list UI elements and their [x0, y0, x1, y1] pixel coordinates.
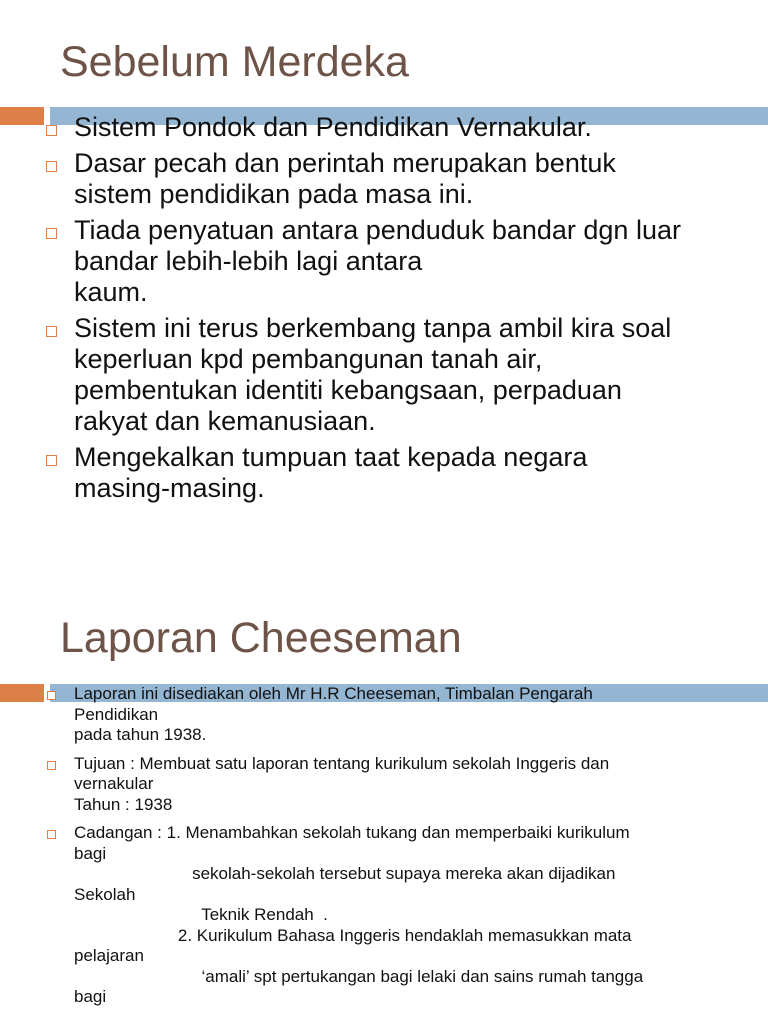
square-bullet-icon: [46, 455, 57, 466]
item-line: pelajaran: [74, 946, 144, 965]
slide-laporan-cheeseman: [0, 590, 768, 1024]
item-line: ‘amali’ spt pertukangan bagi lelaki dan sains rumah tangga: [74, 966, 644, 986]
item-line: Tahun : 1938: [74, 794, 173, 814]
square-bullet-icon: [46, 161, 57, 172]
slide-title: Laporan Cheeseman: [60, 614, 462, 662]
item-line: bagi: [74, 843, 107, 863]
item-line: bagi: [74, 987, 107, 1006]
item-line: sekolah-sekolah tersebut supaya mereka akan dijadikan: [74, 864, 616, 883]
item-line: Tujuan : Membuat satu laporan tentang kurikulum sekolah Inggeris dan: [74, 753, 610, 773]
list-item: [0, 754, 768, 816]
item-line: pada tahun 1938.: [74, 725, 207, 744]
square-bullet-icon: [46, 326, 57, 337]
list-item: [0, 442, 768, 504]
bullet-list: [0, 684, 768, 1016]
square-bullet-icon: [47, 761, 56, 770]
list-item: [0, 148, 768, 210]
item-line: kaum.: [74, 277, 148, 307]
list-item: [0, 215, 768, 308]
bullet-list: [0, 112, 768, 509]
item-line: rakyat dan kemanusiaan.: [74, 406, 376, 436]
item-line: Mengekalkan tumpuan taat kepada negara: [74, 442, 588, 472]
item-line: Teknik Rendah .: [74, 905, 328, 924]
list-item: [0, 313, 768, 437]
item-line: Pendidikan: [74, 704, 159, 724]
square-bullet-icon: [46, 228, 57, 239]
item-line: Dasar pecah dan perintah merupakan bentuk: [74, 148, 616, 178]
slide-title: Sebelum Merdeka: [60, 38, 409, 86]
item-line: Tiada penyatuan antara penduduk bandar dgn luar: [74, 215, 681, 245]
item-line: pembentukan identiti kebangsaan, perpaduan: [74, 375, 622, 405]
item-line: Sistem Pondok dan Pendidikan Vernakular.: [74, 112, 592, 142]
list-item: [0, 823, 768, 1008]
list-item: [0, 112, 768, 143]
square-bullet-icon: [47, 830, 56, 839]
item-line: sistem pendidikan pada masa ini.: [74, 179, 474, 209]
item-line: Sistem ini terus berkembang tanpa ambil kira soal: [74, 313, 672, 343]
square-bullet-icon: [46, 125, 57, 136]
list-item: [0, 684, 768, 746]
item-line: 2. Kurikulum Bahasa Inggeris hendaklah memasukkan mata: [74, 925, 632, 945]
item-line: masing-masing.: [74, 473, 265, 503]
item-line: vernakular: [74, 774, 154, 793]
item-line: keperluan kpd pembangunan tanah air,: [74, 344, 543, 374]
item-line: Cadangan : 1. Menambahkan sekolah tukang dan memperbaiki kurikulum: [74, 823, 630, 842]
item-line: Sekolah: [74, 884, 136, 904]
item-line: Laporan ini disediakan oleh Mr H.R Cheeseman, Timbalan Pengarah: [74, 684, 593, 703]
square-bullet-icon: [47, 691, 56, 700]
item-line: bandar lebih-lebih lagi antara: [74, 246, 423, 276]
